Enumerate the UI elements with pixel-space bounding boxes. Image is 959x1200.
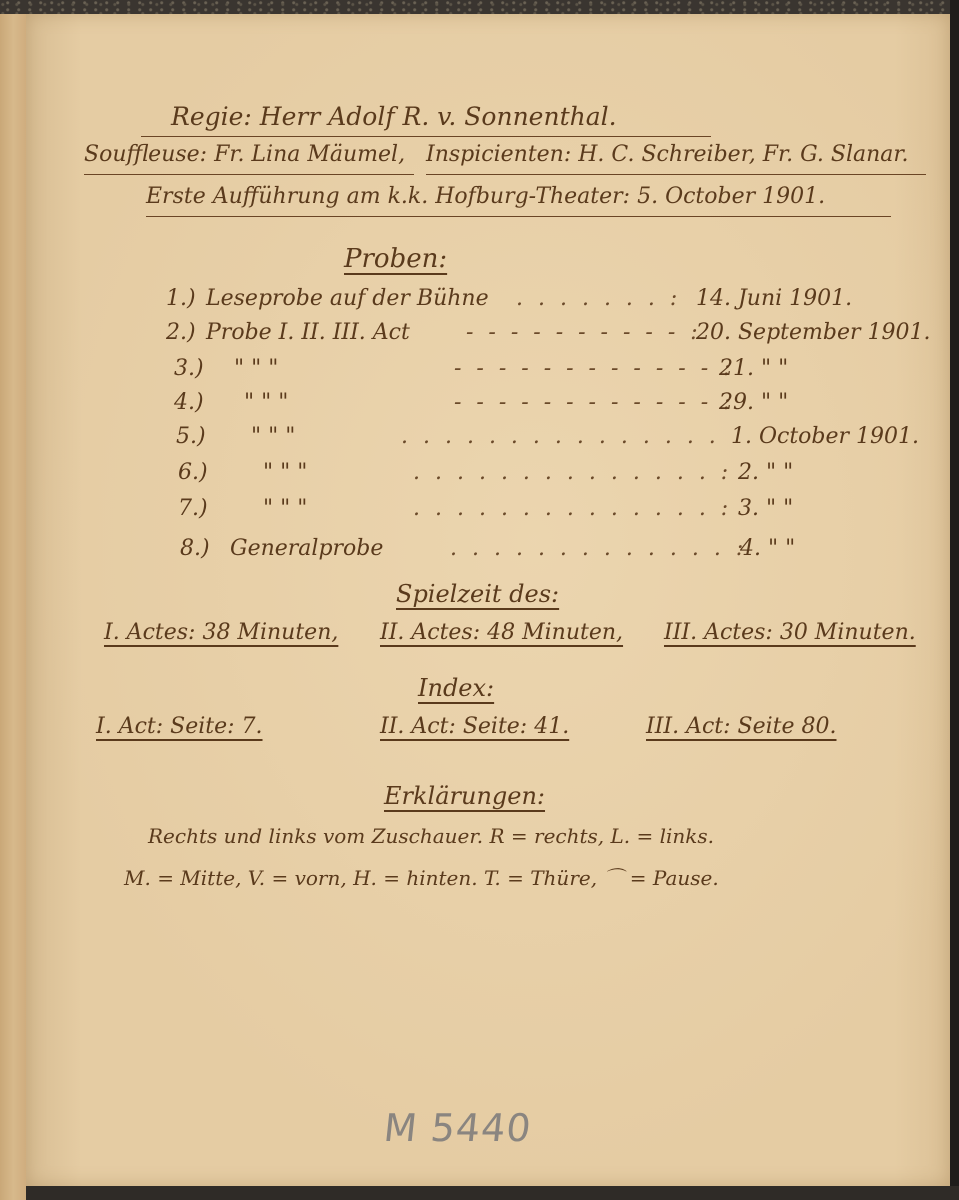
souffleuse-underline [84, 174, 414, 175]
list-item: 6.) " " " . . . . . . . . . . . . . . : 2. " " [178, 460, 794, 485]
erste-auffuehrung-underline [146, 216, 891, 217]
regie-line: Regie: Herr Adolf R. v. Sonnenthal. [171, 102, 617, 131]
archive-shelfmark: M 5440 [381, 1106, 534, 1150]
erklaerungen-title: Erklärungen: [384, 782, 546, 810]
list-item: 7.) " " " . . . . . . . . . . . . . . : 3. " " [178, 496, 794, 521]
list-item: 2.) Probe I. II. III. Act - - - - - - - - - - : 20. September 1901. [166, 320, 931, 345]
inspicienten-line: Inspicienten: H. C. Schreiber, Fr. G. Slanar. [426, 142, 909, 167]
erste-auffuehrung-line: Erste Aufführung am k.k. Hofburg-Theater: 5. October 1901. [146, 184, 826, 209]
manuscript-page [26, 14, 950, 1186]
erklaerungen-line-1: Rechts und links vom Zuschauer. R = rechts, L. = links. [148, 824, 715, 848]
spielzeit-act-2: II. Actes: 48 Minuten, [380, 620, 624, 645]
index-title: Index: [418, 674, 495, 702]
spielzeit-act-1: I. Actes: 38 Minuten, [104, 620, 339, 645]
erklaerungen-line-2: M. = Mitte, V. = vorn, H. = hinten. T. = Thüre, ⌒ = Pause. [124, 866, 719, 890]
inspicienten-underline [426, 174, 926, 175]
book-cover-right [950, 0, 959, 1200]
spielzeit-act-3: III. Actes: 30 Minuten. [664, 620, 916, 645]
index-act-2: II. Act: Seite: 41. [380, 714, 570, 739]
list-item: 4.) " " " - - - - - - - - - - - - : 29. " " [174, 390, 789, 415]
spielzeit-title: Spielzeit des: [396, 580, 560, 608]
souffleuse-line: Souffleuse: Fr. Lina Mäumel, [84, 142, 406, 167]
proben-title: Proben: [344, 244, 448, 274]
list-item: 5.) " " " . . . . . . . . . . . . . . . 1. October 1901. [176, 424, 920, 449]
list-item: 3.) " " " - - - - - - - - - - - - : 21. " " [174, 356, 789, 381]
index-act-3: III. Act: Seite 80. [646, 714, 837, 739]
list-item: 8.) Generalprobe . . . . . . . . . . . . . : 4. " " [180, 536, 796, 561]
regie-underline [141, 136, 711, 137]
list-item: 1.) Leseprobe auf der Bühne . . . . . . . : 14. Juni 1901. [166, 286, 853, 311]
book-cover-bottom [26, 1186, 959, 1200]
index-act-1: I. Act: Seite: 7. [96, 714, 263, 739]
